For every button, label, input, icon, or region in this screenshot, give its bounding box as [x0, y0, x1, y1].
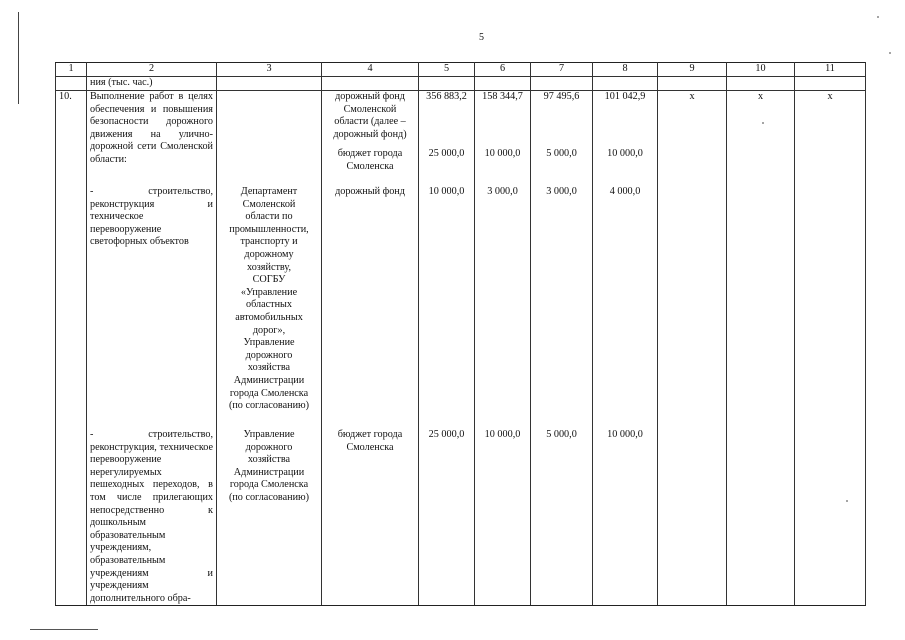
- amount-value: 10 000,0: [607, 148, 643, 159]
- amount-year2-cell: [531, 91, 593, 606]
- column-number: 4: [322, 63, 419, 77]
- amount-total-cell: [419, 91, 475, 606]
- amount-value: 25 000,0: [428, 429, 465, 440]
- amount-year1-cell: [475, 91, 531, 606]
- amount-value: 5 000,0: [546, 429, 577, 440]
- table-row: [56, 91, 866, 606]
- program-table: [55, 62, 866, 606]
- scan-left-margin-line: [18, 12, 19, 104]
- continuation-text: ния (тыс. час.): [87, 77, 217, 91]
- description-item-traffic-lights: - строительство, реконструкция и техническое перевооружение светофорных объектов: [90, 186, 213, 248]
- amount-value: 3 000,0: [487, 186, 518, 197]
- source-road-fund-regional: дорожный фонд Смоленской области (далее – дорожный фонд): [333, 91, 407, 140]
- scan-speck: [762, 122, 764, 124]
- indicator-cell: x: [727, 91, 795, 606]
- scan-speck: [877, 16, 879, 18]
- amount-year3-cell: [593, 91, 658, 606]
- indicator-cell: x: [658, 91, 727, 606]
- amount-value: 10 000,0: [484, 429, 521, 440]
- amount-value: 10 000,0: [484, 148, 521, 159]
- amount-value: 158 344,7: [482, 91, 523, 102]
- amount-value: 356 883,2: [426, 91, 467, 102]
- column-number: 6: [475, 63, 531, 77]
- column-number: 5: [419, 63, 475, 77]
- description-cell: [87, 91, 217, 606]
- executor-city-administration: Управление дорожного хозяйства Администрации города Смоленска (по согласованию): [228, 429, 310, 503]
- column-number: 3: [217, 63, 322, 77]
- amount-value: 97 495,6: [543, 91, 580, 102]
- column-number: 10: [727, 63, 795, 77]
- description-item-pedestrian-crossings: - строительство, реконструкция, техническое перевооружение нерегулируемых пешеходных переходов, в том числе прилегающих непосредственно к дошкольным образовательным учреждениям, образовательным учреждениям и учреждениям дополнительного обра-: [90, 429, 213, 604]
- amount-value: 25 000,0: [428, 148, 465, 159]
- column-number: 8: [593, 63, 658, 77]
- scan-speck: [889, 52, 891, 54]
- source-city-budget: бюджет города Смоленска: [337, 148, 403, 172]
- continuation-row: [56, 77, 866, 91]
- footnote-rule: [30, 629, 98, 630]
- page-number: 5: [479, 32, 484, 43]
- amount-value: 4 000,0: [609, 186, 641, 197]
- source-road-fund: дорожный фонд: [335, 186, 405, 197]
- amount-value: 10 000,0: [607, 429, 643, 440]
- description-heading: Выполнение работ в целях обеспечения и повышения безопасности дорожного движения на улично-дорожной сети Смоленской области:: [90, 91, 213, 165]
- column-number: 2: [87, 63, 217, 77]
- amount-value: 101 042,9: [604, 91, 646, 102]
- executor-cell: [217, 91, 322, 606]
- scan-speck: [846, 500, 848, 502]
- column-number: 11: [795, 63, 866, 77]
- amount-value: 3 000,0: [546, 186, 577, 197]
- column-number: 9: [658, 63, 727, 77]
- column-number: 7: [531, 63, 593, 77]
- amount-value: 10 000,0: [428, 186, 465, 197]
- row-index: 10.: [56, 91, 87, 606]
- source-city-budget: бюджет города Смоленска: [337, 429, 403, 453]
- funding-source-cell: [322, 91, 419, 606]
- executor-department: Департамент Смоленской области по промышленности, транспорту и дорожному хозяйству, СОГБУ «Управление областных автомобильных дорог», Управление дорожного хозяйства Администрации города Смоленска (по согласованию): [228, 186, 310, 412]
- indicator-cell: x: [795, 91, 866, 606]
- column-number: 1: [56, 63, 87, 77]
- amount-value: 5 000,0: [546, 148, 577, 159]
- column-number-row: [56, 63, 866, 77]
